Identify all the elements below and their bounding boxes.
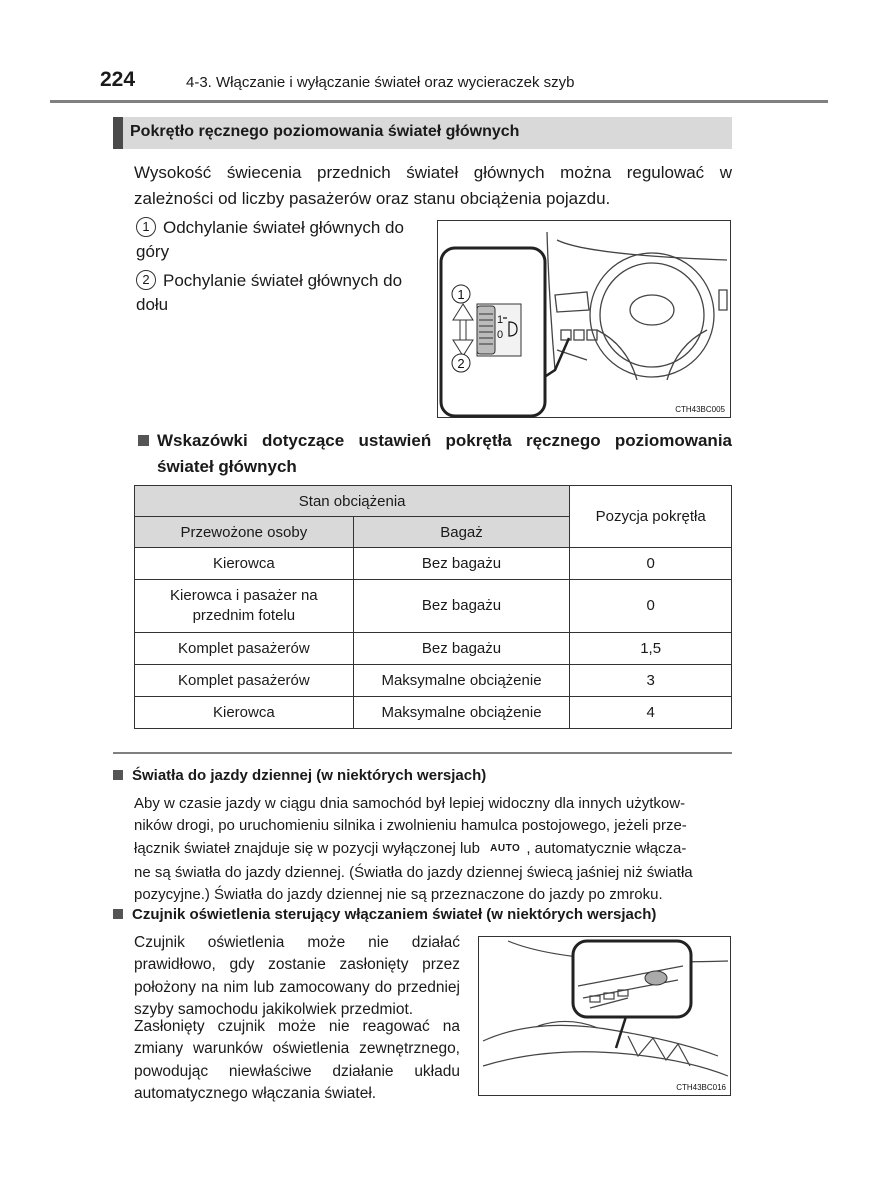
step-text: Pochylanie świateł głównych do dołu <box>136 271 403 314</box>
cell-luggage: Maksymalne obciążenie <box>353 697 570 729</box>
bullet-square-icon <box>138 435 149 446</box>
section-divider <box>113 752 732 754</box>
header-load-state: Stan obciążenia <box>135 486 570 517</box>
cell-passengers: Kierowca <box>135 548 354 580</box>
table-row <box>135 665 732 697</box>
dial-mark-1: 1 <box>497 314 504 326</box>
cell-luggage: Bez bagażu <box>353 548 570 580</box>
cell-position: 0 <box>570 548 732 580</box>
section-bar-marker <box>113 117 123 149</box>
step-number-icon: 2 <box>136 270 156 290</box>
table-header-row <box>135 486 732 517</box>
light-sensor <box>645 971 667 985</box>
cell-position: 3 <box>570 665 732 697</box>
figure-code: CTH43BC005 <box>675 405 725 414</box>
cell-luggage: Maksymalne obciążenie <box>353 665 570 697</box>
table-row <box>135 633 732 665</box>
section-title-bar <box>113 117 732 149</box>
header-divider <box>50 100 828 103</box>
sensor-paragraph-1: Czujnik oświetlenia może nie działać prawidłowo, gdy zostanie zasłonięty przez położony na nim lub zamocowany do przedniej szyby samochodu jakikolwiek przedmiot. <box>134 934 460 1018</box>
cell-passengers: Kierowca i pasażer na przednim fotelu <box>135 580 354 633</box>
drl-line: Aby w czasie jazdy w ciągu dnia samochód był lepiej widoczny dla innych użytkow- <box>134 795 686 812</box>
page-number: 224 <box>100 68 136 91</box>
cell-luggage: Bez bagażu <box>353 633 570 665</box>
hints-heading: Wskazówki dotyczące ustawień pokrętła ręcznego poziomowania świateł głównych <box>138 428 732 480</box>
section-title: Pokrętło ręcznego poziomowania świateł głównych <box>130 123 520 140</box>
headlight-leveling-dial-figure <box>437 220 731 418</box>
figure-code: CTH43BC016 <box>676 1083 726 1092</box>
cell-passengers: Komplet pasażerów <box>135 633 354 665</box>
drl-heading: Światła do jazdy dziennej (w niektórych wersjach) <box>113 767 486 784</box>
header-dial-position: Pozycja pokrętła <box>570 486 732 548</box>
drl-body <box>134 793 732 906</box>
drl-line: ne są światła do jazdy dziennej. (Światła do jazdy dziennej świecą jaśniej niż światła <box>134 863 693 881</box>
cell-passengers: Kierowca <box>135 697 354 729</box>
cell-position: 0 <box>570 580 732 633</box>
light-sensor-figure <box>478 936 731 1096</box>
cell-passengers: Komplet pasażerów <box>135 665 354 697</box>
drl-line: ników drogi, po uruchomieniu silnika i zwolnieniu hamulca postojowego, jeżeli prze- <box>134 817 687 835</box>
bullet-square-icon <box>113 770 123 780</box>
table-row <box>135 548 732 580</box>
step-text: Odchylanie świateł głównych do góry <box>136 218 404 261</box>
cell-position: 1,5 <box>570 633 732 665</box>
dial-mark-0: 0 <box>497 329 504 341</box>
table-row <box>135 580 732 633</box>
header-passengers: Przewożone osoby <box>135 517 354 548</box>
bullet-square-icon <box>113 909 123 919</box>
step-1 <box>136 216 426 264</box>
cell-luggage: Bez bagażu <box>353 580 570 633</box>
drl-line: pozycyjne.) Światła do jazdy dziennej nie są przeznaczone do jazdy po zmroku. <box>134 886 663 904</box>
sensor-paragraph-2: Zasłonięty czujnik może nie reagować na zmiany warunków oświetlenia zewnętrznego, powodując niewłaściwe działanie układu automatycznego włączania świateł. <box>134 1018 460 1102</box>
callout-1-label: 1 <box>457 287 465 302</box>
sensor-closeup-frame <box>573 941 691 1017</box>
auto-badge: AUTO <box>490 842 521 854</box>
sensor-heading: Czujnik oświetlenia sterujący włączaniem świateł (w niektórych wersjach) <box>113 906 656 923</box>
callout-2-label: 2 <box>457 356 465 371</box>
header-luggage: Bagaż <box>353 517 570 548</box>
cell-position: 4 <box>570 697 732 729</box>
running-title: 4-3. Włączanie i wyłączanie świateł oraz wycieraczek szyb <box>186 74 575 91</box>
intro-paragraph: Wysokość świecenia przednich świateł głównych można regulować w zależności od liczby pasażerów oraz stanu obciążenia pojazdu. <box>134 163 732 208</box>
step-number-icon: 1 <box>136 217 156 237</box>
drl-line: łącznik świateł znajduje się w pozycji wyłączonej lub AUTO , automatycznie włącza- <box>134 838 732 862</box>
step-2 <box>136 269 426 317</box>
table-row <box>135 697 732 729</box>
leveling-dial <box>477 306 495 354</box>
load-table <box>134 485 732 729</box>
